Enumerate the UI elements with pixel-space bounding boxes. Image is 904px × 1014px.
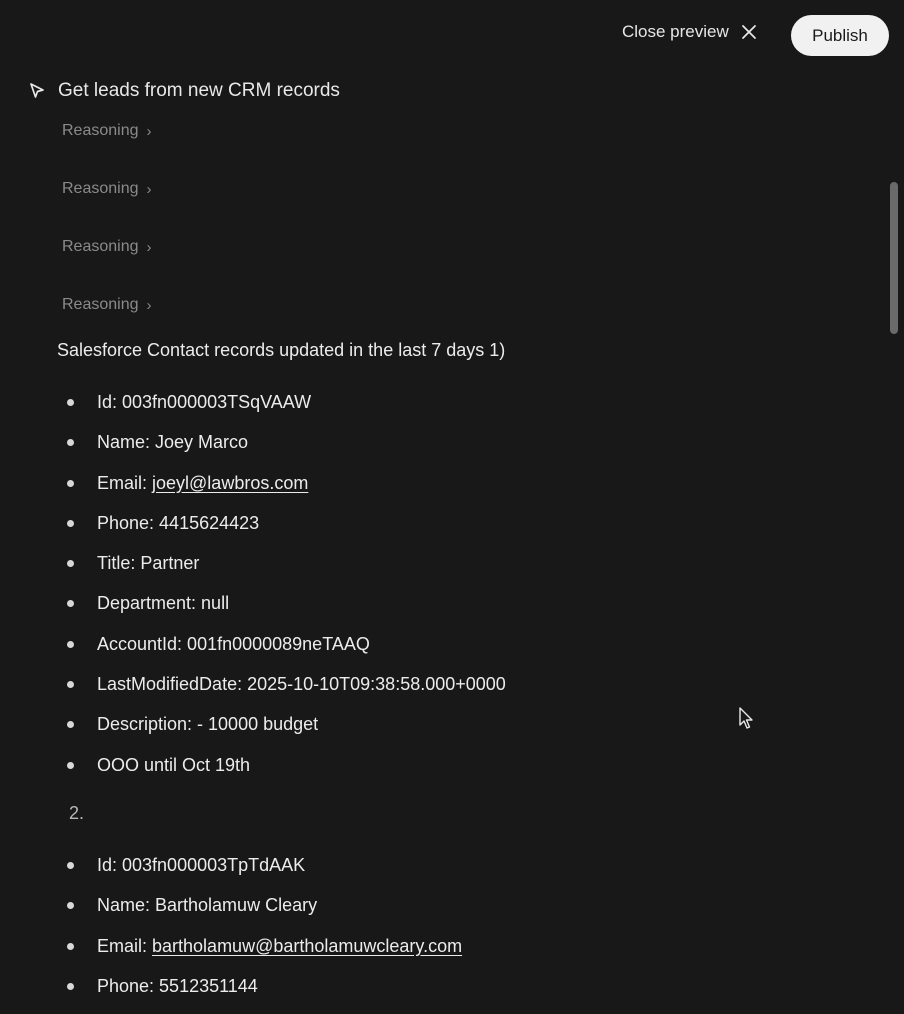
reasoning-label: Reasoning (62, 238, 139, 255)
list-item (0, 583, 506, 623)
cursor-arrow-icon (28, 82, 46, 100)
bullet-icon (67, 520, 74, 527)
list-item (0, 503, 506, 543)
email-label: Email: (97, 935, 153, 956)
record-id: Id: 003fn000003TSqVAAW (97, 392, 312, 412)
list-item (0, 422, 506, 462)
list-item (0, 624, 506, 664)
record-name: Name: Bartholamuw Cleary (97, 895, 318, 916)
bullet-icon (67, 762, 74, 769)
email-label: Email: (97, 472, 153, 493)
bullet-icon (67, 480, 74, 487)
bullet-icon (67, 439, 74, 446)
bullet-icon (67, 902, 74, 909)
reasoning-toggle-4[interactable] (62, 296, 152, 314)
record-name: Name: Joey Marco (97, 432, 249, 453)
bullet-icon (67, 641, 74, 648)
reasoning-toggle-3[interactable] (62, 238, 152, 256)
mouse-pointer-icon (738, 707, 754, 731)
list-item (0, 845, 462, 885)
reasoning-toggle-1[interactable] (62, 122, 152, 140)
record-account-id: AccountId: 001fn0000089neTAAQ (97, 633, 370, 654)
record-title: Title: Partner (97, 553, 200, 574)
bullet-icon (67, 600, 74, 607)
bullet-icon (67, 862, 74, 869)
bullet-icon (67, 943, 74, 950)
record-department: Department: null (97, 593, 230, 614)
chevron-right-icon: › (146, 122, 152, 140)
record-2-fields (0, 845, 462, 1006)
bullet-icon (67, 560, 74, 567)
record-phone: Phone: 4415624423 (97, 512, 260, 533)
record-description: Description: - 10000 budget (97, 714, 319, 735)
conversation-content (0, 74, 904, 1014)
list-item (0, 926, 462, 966)
list-item (0, 745, 506, 785)
reasoning-label: Reasoning (62, 180, 139, 197)
chevron-right-icon: › (146, 180, 152, 198)
bullet-icon (67, 681, 74, 688)
bullet-icon (67, 721, 74, 728)
list-item (0, 463, 506, 503)
list-item (0, 382, 506, 422)
bullet-icon (67, 983, 74, 990)
bullet-icon (67, 399, 74, 406)
task-header (28, 80, 340, 102)
list-item (0, 966, 462, 1006)
list-item (0, 885, 462, 925)
task-title: Get leads from new CRM records (58, 80, 340, 101)
list-item (0, 543, 506, 583)
record-ooo: OOO until Oct 19th (97, 754, 251, 775)
close-icon (741, 24, 757, 40)
chevron-right-icon: › (146, 238, 152, 256)
close-preview-label: Close preview (622, 22, 729, 41)
reasoning-label: Reasoning (62, 296, 139, 313)
email-link[interactable]: joeyl@lawbros.com (152, 472, 309, 493)
publish-button[interactable]: Publish (791, 15, 889, 56)
close-preview-button[interactable] (622, 22, 757, 42)
record-1-fields (0, 382, 506, 785)
preview-toolbar (0, 0, 904, 70)
reasoning-toggle-2[interactable] (62, 180, 152, 198)
vertical-scrollbar[interactable] (890, 182, 898, 334)
chevron-right-icon: › (146, 296, 152, 314)
list-item (0, 704, 506, 744)
reasoning-label: Reasoning (62, 122, 139, 139)
list-item (0, 664, 506, 704)
record-id: Id: 003fn000003TpTdAAK (97, 855, 306, 875)
email-link[interactable]: bartholamuw@bartholamuwcleary.com (152, 935, 463, 956)
record-last-modified: LastModifiedDate: 2025-10-10T09:38:58.000+0000 (97, 674, 506, 695)
result-summary: Salesforce Contact records updated in the last 7 days 1) (57, 340, 506, 360)
record-phone: Phone: 5512351144 (97, 975, 258, 996)
list-ordinal-2: 2. (69, 803, 85, 823)
